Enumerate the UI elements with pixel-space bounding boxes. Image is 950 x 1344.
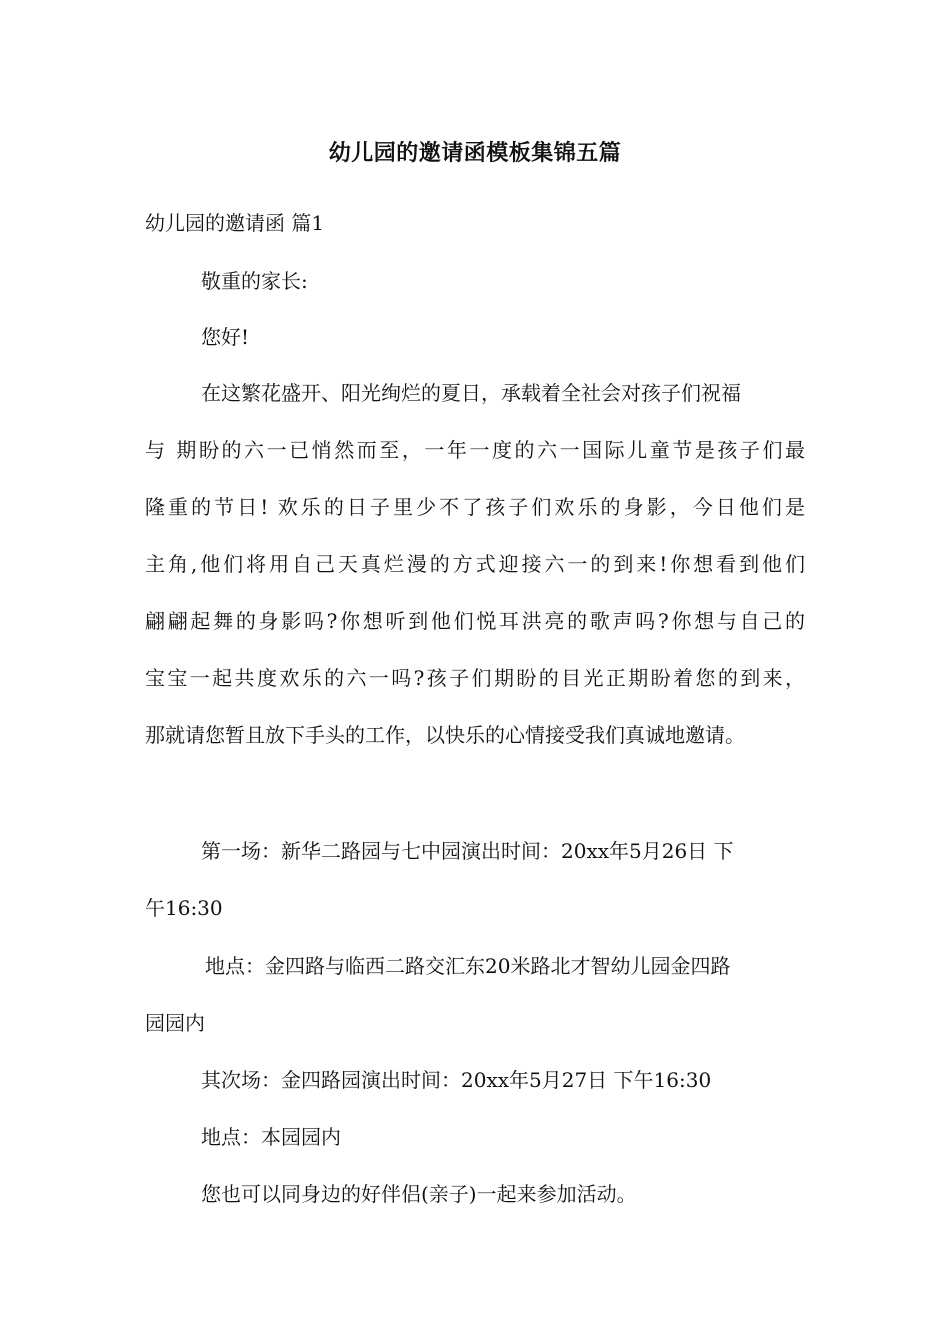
document-title: 幼儿园的邀请函模板集锦五篇: [328, 140, 622, 166]
show1-location: 地点：金四路与临西二路交汇东20米路北才智幼儿园金四路: [205, 954, 731, 978]
closing-line: 您也可以同身边的好伴侣(亲子)一起来参加活动。: [201, 1182, 637, 1206]
body-line: 与 期盼的六一已悄然而至，一年一度的六一国际儿童节是孩子们最: [145, 438, 805, 462]
show1-time-continued: 午16:30: [145, 896, 223, 920]
body-line: 翩翩起舞的身影吗?你想听到他们悦耳洪亮的歌声吗?你想与自己的: [145, 609, 805, 633]
body-line: 宝宝一起共度欢乐的六一吗?孩子们期盼的目光正期盼着您的到来，: [145, 666, 805, 690]
show2-location: 地点：本园园内: [201, 1125, 341, 1149]
greeting: 您好!: [201, 325, 250, 349]
body-line: 隆重的节日! 欢乐的日子里少不了孩子们欢乐的身影，今日他们是: [145, 495, 805, 519]
body-line: 在这繁花盛开、阳光绚烂的夏日，承载着全社会对孩子们祝福: [201, 381, 741, 405]
show1-time: 第一场：新华二路园与七中园演出时间：20xx年5月26日 下: [201, 839, 734, 863]
show2-time: 其次场：金四路园演出时间：20xx年5月27日 下午16:30: [201, 1068, 712, 1092]
body-line: 那就请您暂且放下手头的工作，以快乐的心情接受我们真诚地邀请。: [145, 723, 745, 747]
salutation: 敬重的家长:: [201, 269, 308, 293]
body-line: 主角,他们将用自己天真烂漫的方式迎接六一的到来!你想看到他们: [145, 552, 805, 576]
section-heading: 幼儿园的邀请函 篇1: [145, 211, 325, 235]
show1-location-continued: 园园内: [145, 1011, 205, 1035]
